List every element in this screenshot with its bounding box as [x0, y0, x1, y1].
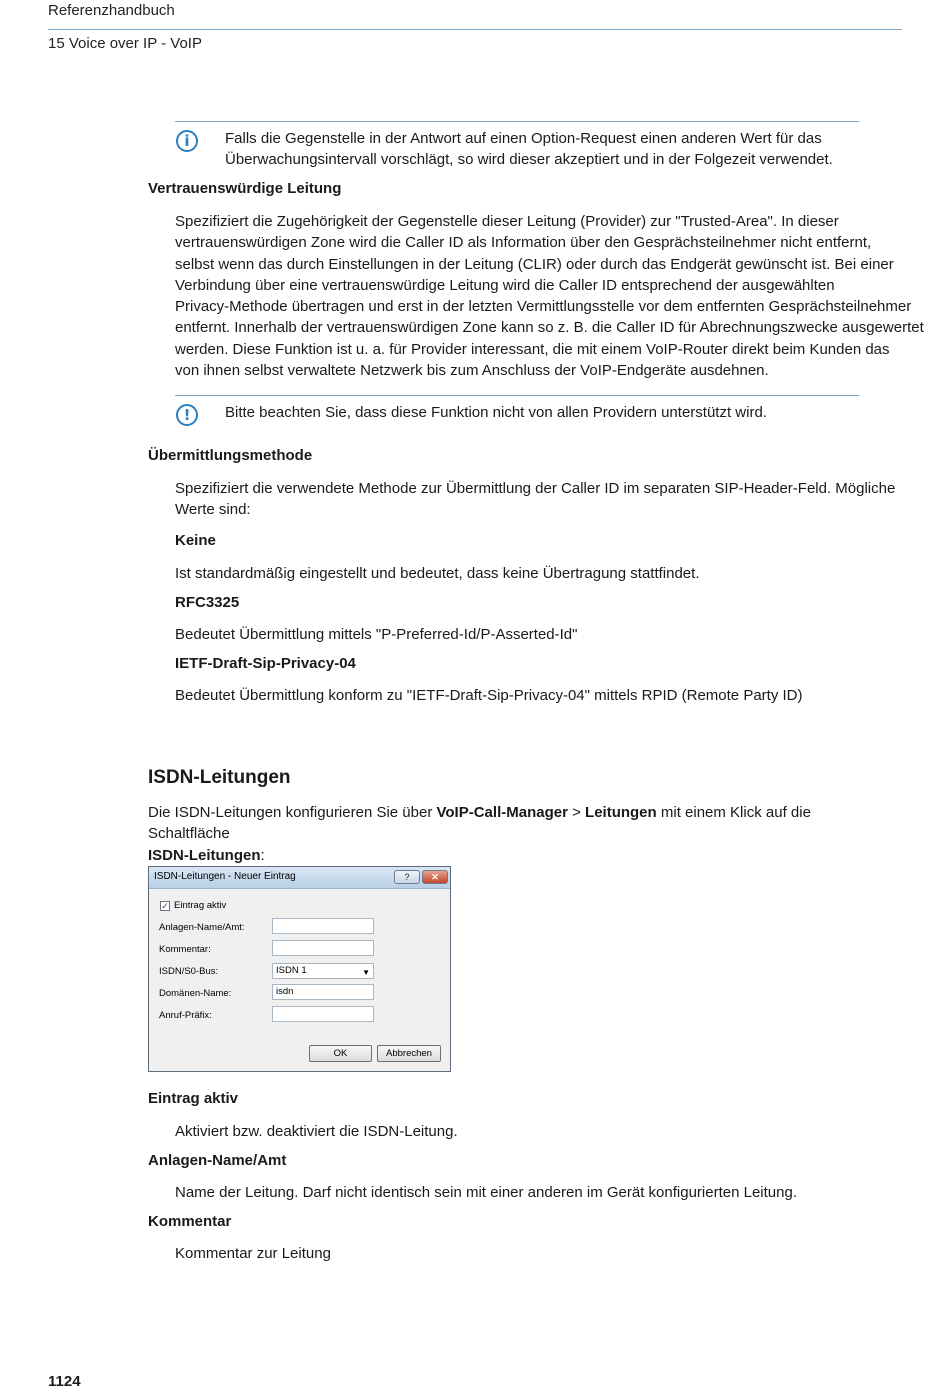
chevron-down-icon: ▼	[362, 968, 370, 977]
isdn-bus-select[interactable]	[272, 963, 374, 979]
cancel-button[interactable]: Abbrechen	[377, 1045, 441, 1062]
term-comment: Kommentar	[148, 1213, 232, 1230]
field-label: Anlagen-Name/Amt:	[159, 922, 245, 933]
trusted-description: Spezifiziert die Zugehörigkeit der Gegenstelle dieser Leitung (Provider) zur "Trusted-Area". In dieser vertrauenswürdigen Zone wird die Caller ID als Information über den Gesprächsteilnehmer nicht entfernt, selbst wenn das durch Einstellungen in der Leitung (CLIR) oder durch das Endgerät gewünscht ist. Bei einer Verbindung über eine vertrauenswürdige Leitung wird die Caller ID entsprechend der ausgewählten Privacy-Methode übertragen und erst in der letzten Vermittlungsstelle vor dem entfernten Gesprächsteilnehmer entfernt. Innerhalb der vertrauenswürdigen Zone kann so z. B. die Caller ID für Abrechnungszwecke ausgewertet werden. Diese Funktion ist u. a. für Provider interessant, die mit einem VoIP-Router direkt beim Kunden das von ihnen selbst verwaltete Netzwerk bis zum Anschluss der VoIP-Endgeräte ausdehnen.	[175, 213, 924, 380]
field-label: Anruf-Präfix:	[159, 1010, 212, 1021]
section-heading: ISDN-Leitungen	[148, 767, 291, 788]
option-desc: Bedeutet Übermittlung konform zu "IETF-Draft-Sip-Privacy-04" mittels RPID (Remote Party ID)	[175, 687, 803, 704]
option-name: IETF-Draft-Sip-Privacy-04	[175, 655, 356, 672]
dialog-titlebar	[149, 867, 450, 889]
ok-button[interactable]: OK	[309, 1045, 372, 1062]
term-entry-active: Eintrag aktiv	[148, 1090, 239, 1107]
system-name-input[interactable]	[272, 918, 374, 934]
info-icon: !	[176, 404, 198, 426]
note-text: Falls die Gegenstelle in der Antwort auf einen Option-Request einen anderen Wert für das Überwachungsintervall vorschlägt, so wird dieser akzeptiert und in der Folgezeit verwendet.	[225, 130, 833, 169]
option-name: RFC3325	[175, 594, 240, 611]
comment-input[interactable]	[272, 940, 374, 956]
header-chapter: 15 Voice over IP - VoIP	[48, 35, 202, 52]
option-desc: Ist standardmäßig eingestellt und bedeutet, dass keine Übertragung stattfindet.	[175, 565, 700, 582]
field-label: Kommentar:	[159, 944, 211, 955]
header-title: Referenzhandbuch	[48, 2, 175, 19]
note-rule	[175, 395, 859, 396]
term-trusted-line: Vertrauenswürdige Leitung	[148, 180, 342, 197]
active-checkbox[interactable]: ✓	[161, 901, 169, 911]
field-label: ISDN/S0-Bus:	[159, 966, 219, 977]
header-rule	[48, 29, 902, 30]
call-prefix-input[interactable]	[272, 1006, 374, 1022]
domain-name-input[interactable]: isdn	[272, 984, 374, 1000]
note-text: Bitte beachten Sie, dass diese Funktion nicht von allen Providern unterstützt wird.	[225, 404, 767, 421]
option-desc: Bedeutet Übermittlung mittels "P-Preferred-Id/P-Asserted-Id"	[175, 626, 578, 643]
term-transfer-method: Übermittlungsmethode	[148, 447, 313, 464]
term-system-name: Anlagen-Name/Amt	[148, 1152, 287, 1169]
dialog-window	[148, 866, 451, 1072]
dialog-title: ISDN-Leitungen - Neuer Eintrag	[154, 871, 296, 882]
checkbox-label: Eintrag aktiv	[174, 900, 227, 911]
note-rule	[175, 121, 859, 122]
option-name: Keine	[175, 532, 216, 549]
method-description: Spezifiziert die verwendete Methode zur Übermittlung der Caller ID im separaten SIP-Header-Feld. Mögliche Werte sind:	[175, 480, 896, 519]
term-description: Aktiviert bzw. deaktiviert die ISDN-Leitung.	[175, 1123, 458, 1140]
isdn-bus-value: ISDN 1	[276, 965, 307, 976]
close-button[interactable]: ✕	[422, 870, 448, 884]
info-icon: i	[176, 130, 198, 152]
page-number: 1124	[48, 1373, 81, 1390]
term-description: Name der Leitung. Darf nicht identisch sein mit einer anderen im Gerät konfigurierten Leitung.	[175, 1184, 797, 1201]
field-label: Domänen-Name:	[159, 988, 232, 999]
term-description: Kommentar zur Leitung	[175, 1245, 331, 1262]
help-button[interactable]: ?	[394, 870, 420, 884]
isdn-intro: Die ISDN-Leitungen konfigurieren Sie über VoIP-Call-Manager > Leitungen mit einem Klick auf die Schaltfläche ISDN-Leitungen:	[148, 804, 811, 864]
